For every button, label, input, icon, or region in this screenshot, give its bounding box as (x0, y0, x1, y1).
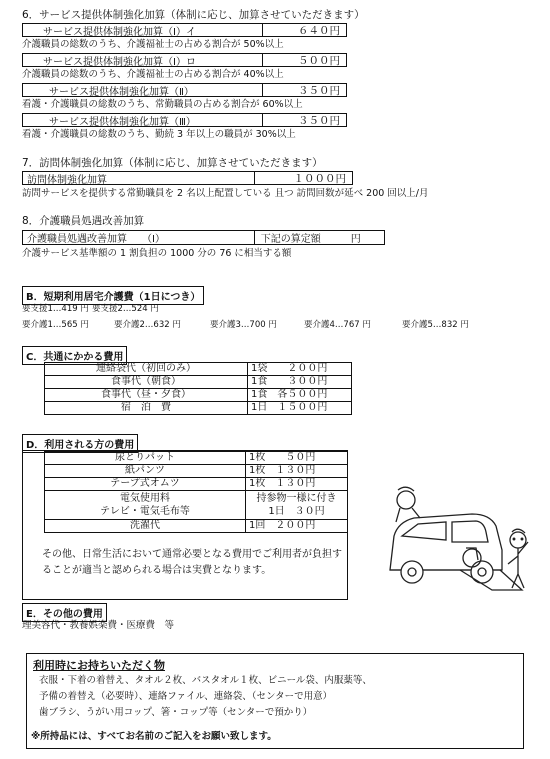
sectionB-care-5: 要介護5…832 円 (402, 320, 469, 330)
sectionB-heading: B．短期利用居宅介護費（1日につき） (22, 286, 204, 305)
row-label: サービス提供体制強化加算（Ⅲ） (49, 116, 196, 128)
item-cell: 尿とりパット (45, 452, 246, 465)
item-cell: 食事代（昼・夕食） (45, 389, 248, 402)
section6-row-2 (22, 53, 347, 67)
item-cell: 電気使用料 テレビ・電気毛布等 (45, 491, 246, 520)
section6-note-2: 介護職員の総数のうち、介護福祉士の占める割合が 40%以上 (22, 69, 284, 80)
row-label: サービス提供体制強化加算（Ⅰ）イ (43, 26, 196, 38)
row-amount: ３５０円 (262, 84, 346, 96)
row-amount: ６４０円 (262, 24, 346, 36)
price-cell: 1枚 ５０円 (246, 452, 348, 465)
section6-row-1 (22, 23, 347, 37)
item-cell: 紙パンツ (45, 465, 246, 478)
notice-footer: ※所持品には、すべてお名前のご記入をお願い致します。 (31, 731, 277, 742)
price-cell: 1回 ２００円 (246, 520, 348, 533)
sectionC-table (44, 362, 352, 415)
price-cell: 1袋 ２００円 (248, 363, 352, 376)
section8-note: 介護サービス基準額の 1 割負担の 1000 分の 76 に相当する額 (22, 248, 292, 259)
row-amount: ３５０円 (262, 114, 346, 126)
notice-line-1: 衣服・下着の着替え、タオル２枚、バスタオル１枚、ビニール袋、内服薬等、 (39, 675, 372, 686)
section6-note-4: 看護・介護職員の総数のうち、勤続 3 年以上の職員が 30%以上 (22, 129, 296, 140)
sectionC-heading: C．共通にかかる費用 (22, 346, 127, 365)
section6-row-3 (22, 83, 347, 97)
table-row (45, 465, 348, 478)
sectionB-care-4: 要介護4…767 円 (304, 320, 371, 330)
table-row (45, 491, 348, 520)
row-label: 訪問体制強化加算 (27, 174, 107, 186)
price-cell: 1枚 １３０円 (246, 478, 348, 491)
row-amount: １０００円 (254, 172, 352, 184)
item-cell: 食事代（朝食） (45, 376, 248, 389)
sectionE-heading: E．その他の費用 (22, 603, 107, 622)
price-cell: 持参物一様に付き 1日 ３０円 (246, 491, 348, 520)
row-label: サービス提供体制強化加算（Ⅰ）ロ (43, 56, 196, 68)
section8-row (22, 230, 385, 245)
price-cell: 1枚 １３０円 (246, 465, 348, 478)
sectionB-care-3: 要介護3…700 円 (210, 320, 277, 330)
section7-title: 7．訪問体制強化加算（体制に応じ、加算させていただきます） (22, 157, 323, 169)
table-row (45, 402, 352, 415)
item-cell: 洗濯代 (45, 520, 246, 533)
van-with-caregivers-illustration (372, 478, 538, 602)
price-cell: 1日 １５００円 (248, 402, 352, 415)
price-cell: 1食 各５００円 (248, 389, 352, 402)
notice-line-2: 予備の着替え（必要時）、連絡ファイル、連絡袋、（センターで用意） (39, 691, 333, 702)
belongings-notice-box (26, 653, 524, 749)
row-amount: ５００円 (262, 54, 346, 66)
sectionB-support-1: 要支援1…419 円 (22, 304, 89, 314)
sectionD-table (44, 451, 348, 533)
table-row (45, 452, 348, 465)
notice-line-3: 歯ブラシ、うがい用コップ、箸・コップ等（センターで預かり） (39, 707, 313, 718)
table-row (45, 389, 352, 402)
item-cell: テープ式オムツ (45, 478, 246, 491)
sectionB-care-1: 要介護1…565 円 (22, 320, 89, 330)
item-cell: 連絡袋代（初回のみ） (45, 363, 248, 376)
section6-row-4 (22, 113, 347, 127)
table-row (45, 376, 352, 389)
table-row (45, 520, 348, 533)
item-cell: 宿 泊 費 (45, 402, 248, 415)
sectionB-support-2: 要支援2…524 円 (92, 304, 159, 314)
notice-title: 利用時にお持ちいただく物 (33, 659, 165, 672)
sectionB-care-2: 要介護2…632 円 (114, 320, 181, 330)
price-cell: 1食 ３００円 (248, 376, 352, 389)
row-amount: 下記の算定額 円 (254, 231, 384, 244)
sectionE-text: 理美容代・教養娯楽費・医療費 等 (22, 620, 175, 631)
row-label: サービス提供体制強化加算（Ⅱ） (49, 86, 194, 98)
section6-note-1: 介護職員の総数のうち、介護福祉士の占める割合が 50%以上 (22, 39, 284, 50)
sectionD-note: その他、日常生活において通常必要となる費用でご利用者が負担することが適当と認められる場合は実費となります。 (42, 549, 342, 576)
section6-note-3: 看護・介護職員の総数のうち、常勤職員の占める割合が 60%以上 (22, 99, 303, 110)
section7-row (22, 171, 353, 185)
section8-title: 8．介護職員処遇改善加算 (22, 215, 145, 227)
table-row (45, 478, 348, 491)
section7-note: 訪問サービスを提供する常勤職員を 2 名以上配置している 且つ 訪問回数が延べ 200 回以上/月 (22, 188, 429, 199)
table-row (45, 363, 352, 376)
row-label: 介護職員処遇改善加算 （Ⅰ） (27, 234, 165, 245)
section6-title: 6．サービス提供体制強化加算（体制に応じ、加算させていただきます） (22, 9, 365, 21)
sectionD-heading: D．利用される方の費用 (22, 434, 138, 453)
